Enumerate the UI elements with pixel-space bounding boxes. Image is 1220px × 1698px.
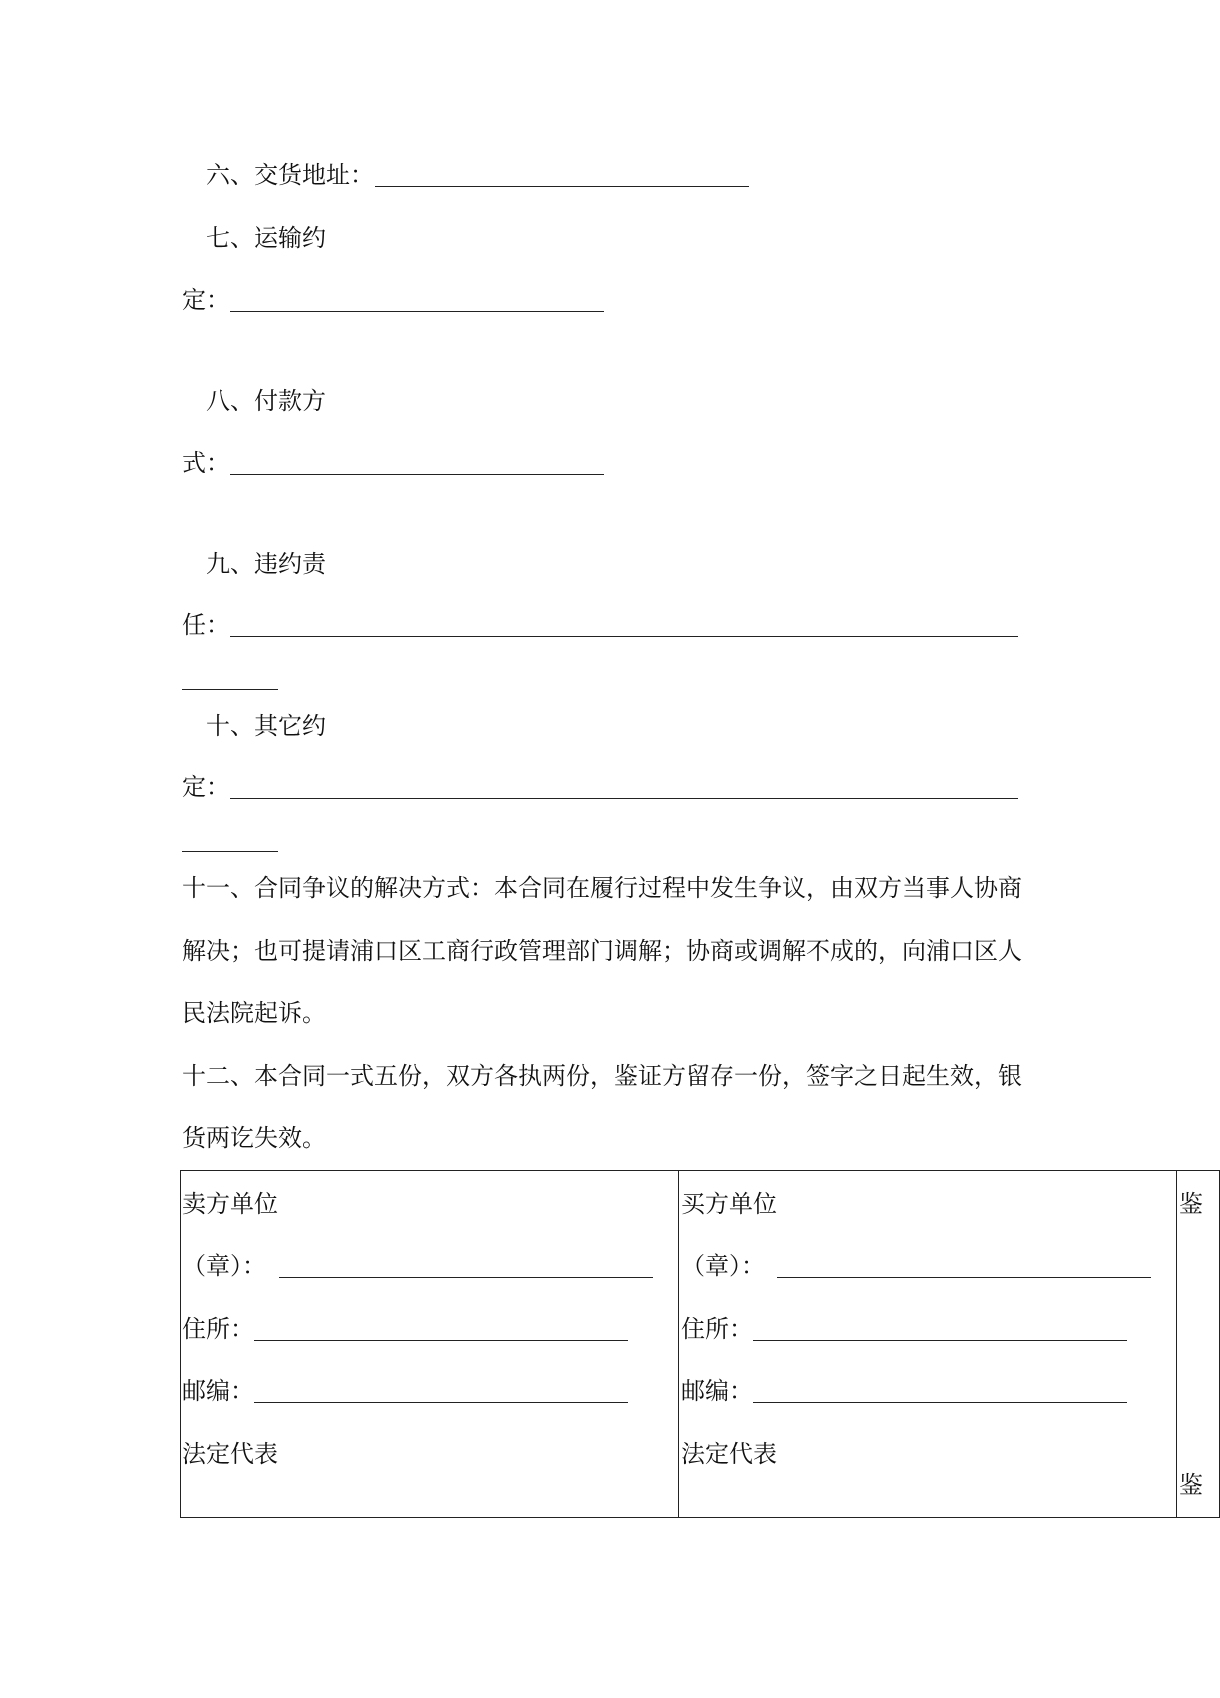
- witness-sign-label: 鉴: [1179, 1471, 1203, 1499]
- seller-address-label: 住所：: [182, 1315, 254, 1343]
- delivery-address-blank[interactable]: [375, 186, 749, 187]
- seller-seal-label: （章）：: [182, 1252, 266, 1280]
- buyer-postcode-label: 邮编：: [681, 1377, 753, 1405]
- liability-blank-line-2[interactable]: [182, 689, 278, 690]
- clause-7-heading: 七、运输约: [206, 224, 326, 252]
- clause-8-heading: 八、付款方: [206, 387, 326, 415]
- clause-11-line-2: 解决；也可提请浦口区工商行政管理部门调解；协商或调解不成的，向浦口区人: [182, 937, 1022, 965]
- seller-postcode-label: 邮编：: [182, 1377, 254, 1405]
- transport-terms-blank[interactable]: [230, 311, 604, 312]
- clause-12-line-2: 货两讫失效。: [182, 1124, 326, 1152]
- buyer-address-label: 住所：: [681, 1315, 753, 1343]
- clause-10-heading: 十、其它约: [206, 712, 326, 740]
- payment-method-blank[interactable]: [230, 474, 604, 475]
- table-divider-1: [678, 1170, 679, 1518]
- buyer-address-blank[interactable]: [753, 1340, 1127, 1341]
- clause-9-continuation: 任：: [182, 611, 230, 639]
- clause-8-continuation: 式：: [182, 449, 230, 477]
- liability-blank-line-1[interactable]: [230, 636, 1018, 637]
- seller-unit-label: 卖方单位: [182, 1190, 278, 1218]
- clause-11-line-3: 民法院起诉。: [182, 999, 326, 1027]
- clause-10-continuation: 定：: [182, 773, 230, 801]
- clause-11-line-1: 十一、合同争议的解决方式：本合同在履行过程中发生争议，由双方当事人协商: [182, 874, 1022, 902]
- clause-7-continuation: 定：: [182, 286, 230, 314]
- buyer-seal-label: （章）：: [681, 1252, 765, 1280]
- seller-seal-blank[interactable]: [279, 1277, 653, 1278]
- clause-12-line-1: 十二、本合同一式五份，双方各执两份，鉴证方留存一份，签字之日起生效，银: [182, 1062, 1022, 1090]
- table-divider-2: [1176, 1170, 1177, 1518]
- buyer-postcode-blank[interactable]: [753, 1402, 1127, 1403]
- buyer-rep-label: 法定代表: [681, 1440, 777, 1468]
- other-terms-blank-line-2[interactable]: [182, 851, 278, 852]
- clause-6-label: 六、交货地址：: [206, 161, 374, 189]
- buyer-unit-label: 买方单位: [681, 1190, 777, 1218]
- witness-unit-label: 鉴: [1179, 1190, 1203, 1218]
- other-terms-blank-line-1[interactable]: [230, 798, 1018, 799]
- seller-rep-label: 法定代表: [182, 1440, 278, 1468]
- buyer-seal-blank[interactable]: [777, 1277, 1151, 1278]
- seller-address-blank[interactable]: [254, 1340, 628, 1341]
- clause-9-heading: 九、违约责: [206, 550, 326, 578]
- seller-postcode-blank[interactable]: [254, 1402, 628, 1403]
